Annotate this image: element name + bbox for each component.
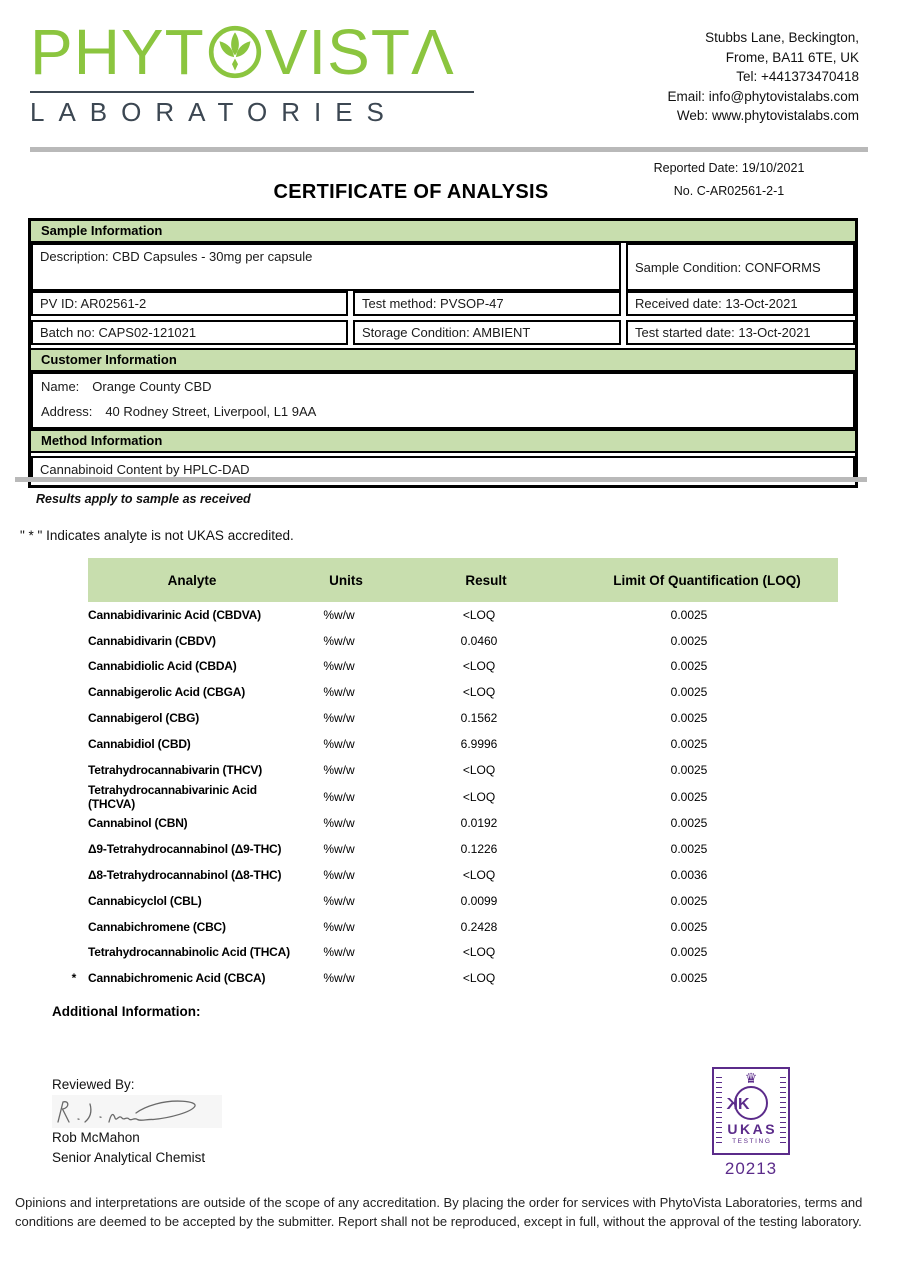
contact-web: Web: www.phytovistalabs.com: [676, 108, 859, 123]
results-cell-analyte: Cannabidivarin (CBDV): [88, 633, 216, 648]
results-cell-flag: [60, 940, 88, 966]
contact-tel: Tel: +441373470418: [736, 69, 859, 84]
reviewed-by-label: Reviewed By:: [52, 1077, 135, 1092]
sample-description: Description: CBD Capsules - 30mg per capsule: [31, 243, 621, 291]
crown-icon: ♛: [744, 1070, 758, 1086]
logo-divider-line: [30, 91, 474, 93]
results-cell-loq: 0.0025: [670, 893, 708, 908]
contact-address-line1: Stubbs Lane, Beckington,: [705, 30, 859, 45]
results-cell-flag: [60, 811, 88, 837]
svg-text:K: K: [726, 1096, 738, 1113]
results-cell-flag: [60, 836, 88, 862]
ukas-rect: [712, 1067, 790, 1155]
results-cell-analyte: Cannabicyclol (CBL): [88, 893, 202, 908]
contact-block: [667, 28, 859, 126]
results-cell-units: %w/w: [323, 789, 355, 804]
customer-info-box: [31, 372, 855, 429]
results-cell-loq: 0.0025: [670, 633, 708, 648]
results-cell-loq: 0.0025: [670, 789, 708, 804]
customer-name-row: [41, 379, 845, 394]
results-cell-loq: 0.0025: [670, 607, 708, 622]
results-cell-result: 0.0099: [460, 893, 498, 908]
results-row: [60, 888, 838, 914]
report-number: No. C-AR02561-2-1: [673, 184, 785, 198]
results-cell-flag: [60, 679, 88, 705]
customer-address-row: [41, 404, 845, 419]
ukas-ticks-left: [716, 1077, 722, 1145]
results-row: [60, 965, 838, 991]
results-row: [60, 731, 838, 757]
results-row: [60, 940, 838, 966]
results-cell-units: %w/w: [323, 868, 355, 883]
results-cell-units: %w/w: [323, 736, 355, 751]
results-header-loq: Limit Of Quantification (LOQ): [576, 558, 838, 602]
ukas-subtitle: TESTING: [732, 1138, 772, 1145]
results-cell-result: 0.1562: [460, 711, 498, 726]
customer-address-label: Address:: [41, 404, 93, 419]
results-cell-flag: [60, 914, 88, 940]
results-cell-analyte: Δ8-Tetrahydrocannabinol (Δ8-THC): [88, 868, 282, 883]
results-cell-analyte: Cannabidiolic Acid (CBDA): [88, 659, 237, 674]
sample-info-header: Sample Information: [31, 221, 855, 243]
results-cell-result: <LOQ: [462, 659, 496, 674]
results-cell-analyte: Cannabinol (CBN): [88, 816, 188, 831]
results-cell-units: %w/w: [323, 971, 355, 986]
results-cell-loq: 0.0025: [670, 919, 708, 934]
results-cell-result: 0.2428: [460, 919, 498, 934]
results-row: [60, 757, 838, 783]
results-cell-loq: 0.0025: [670, 762, 708, 777]
contact-email: Email: info@phytovistalabs.com: [667, 88, 859, 104]
review-block: [52, 1077, 222, 1165]
leaf-circle-icon: [207, 24, 263, 80]
results-cell-units: %w/w: [323, 893, 355, 908]
results-cell-flag: [60, 757, 88, 783]
section-divider-bar: [15, 477, 867, 482]
results-table-body: [60, 602, 838, 991]
results-cell-flag: [60, 602, 88, 628]
ukas-badge: [712, 1067, 790, 1179]
logo-text-part3: Λ: [410, 16, 455, 88]
results-cell-units: %w/w: [323, 659, 355, 674]
results-cell-flag: [60, 654, 88, 680]
results-cell-analyte: Cannabidivarinic Acid (CBDVA): [88, 607, 261, 622]
results-cell-loq: 0.0036: [670, 868, 708, 883]
results-row: [60, 628, 838, 654]
results-cell-analyte: Tetrahydrocannabinolic Acid (THCA): [88, 945, 290, 960]
results-row: [60, 705, 838, 731]
header-divider-bar: [30, 147, 868, 152]
results-cell-flag: [60, 628, 88, 654]
results-cell-loq: 0.0025: [670, 711, 708, 726]
reviewer-name: Rob McMahon: [52, 1130, 140, 1145]
results-cell-units: %w/w: [323, 633, 355, 648]
results-cell-flag: [60, 705, 88, 731]
method-info-header: Method Information: [31, 429, 855, 453]
results-row: [60, 783, 838, 811]
results-cell-loq: 0.0025: [670, 816, 708, 831]
results-cell-loq: 0.0025: [670, 736, 708, 751]
customer-info-header: Customer Information: [31, 348, 855, 372]
sample-received-date: Received date: 13-Oct-2021: [626, 291, 855, 316]
info-section: [28, 218, 858, 488]
method-info-value: Cannabinoid Content by HPLC-DAD: [31, 456, 855, 482]
results-table-wrap: [60, 558, 838, 991]
sample-batch-no: Batch no: CAPS02-121021: [31, 320, 348, 345]
logo: [30, 16, 474, 128]
results-table: [60, 558, 838, 991]
results-cell-result: <LOQ: [462, 685, 496, 700]
ukas-word: UKAS: [727, 1121, 778, 1137]
results-row: [60, 862, 838, 888]
results-cell-result: <LOQ: [462, 945, 496, 960]
results-cell-units: %w/w: [323, 685, 355, 700]
svg-text:K: K: [738, 1096, 750, 1113]
results-cell-loq: 0.0025: [670, 685, 708, 700]
customer-name-label: Name:: [41, 379, 80, 394]
reviewer-role: Senior Analytical Chemist: [52, 1150, 206, 1165]
results-cell-loq: 0.0025: [670, 659, 708, 674]
logo-wordmark: [30, 16, 474, 88]
results-header-flag: [60, 558, 88, 602]
results-cell-analyte: Cannabidiol (CBD): [88, 736, 191, 751]
results-header-result: Result: [396, 558, 576, 602]
sample-test-started-date: Test started date: 13-Oct-2021: [626, 320, 855, 345]
results-cell-result: <LOQ: [462, 971, 496, 986]
page-title: CERTIFICATE OF ANALYSIS: [273, 181, 549, 203]
results-cell-loq: 0.0025: [670, 971, 708, 986]
results-row: [60, 654, 838, 680]
results-row: [60, 836, 838, 862]
results-cell-analyte: Δ9-Tetrahydrocannabinol (Δ9-THC): [88, 842, 282, 857]
results-row: [60, 602, 838, 628]
reported-date: Reported Date: 19/10/2021: [653, 161, 805, 175]
results-row: [60, 679, 838, 705]
results-cell-units: %w/w: [323, 816, 355, 831]
footer-disclaimer: Opinions and interpretations are outside of the scope of any accreditation. By placing the order for services with PhytoVista Laboratories, terms and conditions are deemed to be accepted by the submitter. Report shall not be reproduced, except in full, without the approval of the testing laboratory.: [15, 1195, 863, 1229]
sample-condition: Sample Condition: CONFORMS: [626, 243, 855, 291]
signature-image: [52, 1095, 222, 1128]
results-cell-units: %w/w: [323, 842, 355, 857]
results-cell-units: %w/w: [323, 945, 355, 960]
contact-address-line2: Frome, BA11 6TE, UK: [725, 49, 859, 65]
results-cell-flag: *: [71, 971, 77, 986]
results-cell-units: %w/w: [323, 607, 355, 622]
results-cell-loq: 0.0025: [670, 945, 708, 960]
results-cell-flag: [60, 888, 88, 914]
results-cell-units: %w/w: [323, 711, 355, 726]
results-cell-result: 0.0192: [460, 816, 498, 831]
results-row: [60, 914, 838, 940]
results-header-analyte: Analyte: [88, 558, 296, 602]
results-cell-analyte: Cannabichromene (CBC): [88, 919, 226, 934]
additional-info-label: Additional Information:: [52, 1004, 201, 1019]
results-cell-flag: [60, 731, 88, 757]
logo-subtitle: LABORATORIES: [30, 97, 398, 127]
results-cell-result: 0.0460: [460, 633, 498, 648]
results-cell-units: %w/w: [323, 762, 355, 777]
results-header-row: [60, 558, 838, 602]
sample-storage-condition: Storage Condition: AMBIENT: [353, 320, 621, 345]
ukas-number: 20213: [724, 1159, 778, 1178]
results-cell-analyte: Cannabichromenic Acid (CBCA): [88, 971, 266, 986]
logo-text-part2: VIST: [264, 16, 411, 88]
results-cell-result: 6.9996: [460, 736, 498, 751]
accreditation-note: " * " Indicates analyte is not UKAS accredited.: [20, 528, 294, 543]
results-cell-loq: 0.0025: [670, 842, 708, 857]
results-cell-result: <LOQ: [462, 868, 496, 883]
logo-text-part1: PHYT: [30, 16, 205, 88]
ukas-circle-icon: [726, 1086, 768, 1120]
customer-name-value: Orange County CBD: [92, 379, 212, 394]
results-header-units: Units: [296, 558, 396, 602]
results-cell-result: <LOQ: [462, 789, 496, 804]
results-cell-analyte: Cannabigerol (CBG): [88, 711, 200, 726]
sample-pv-id: PV ID: AR02561-2: [31, 291, 348, 316]
results-cell-units: %w/w: [323, 919, 355, 934]
ukas-ticks-right: [780, 1077, 786, 1145]
results-cell-result: 0.1226: [460, 842, 498, 857]
results-cell-flag: [60, 862, 88, 888]
results-cell-result: <LOQ: [462, 607, 496, 622]
results-cell-result: <LOQ: [462, 762, 496, 777]
results-row: [60, 811, 838, 837]
results-cell-analyte: Tetrahydrocannabivarinic Acid (THCVA): [88, 782, 257, 811]
results-cell-analyte: Cannabigerolic Acid (CBGA): [88, 685, 246, 700]
results-apply-note: Results apply to sample as received: [36, 492, 251, 506]
customer-address-value: 40 Rodney Street, Liverpool, L1 9AA: [105, 404, 317, 419]
results-cell-analyte: Tetrahydrocannabivarin (THCV): [88, 762, 263, 777]
sample-test-method: Test method: PVSOP-47: [353, 291, 621, 316]
results-cell-flag: [60, 783, 88, 811]
